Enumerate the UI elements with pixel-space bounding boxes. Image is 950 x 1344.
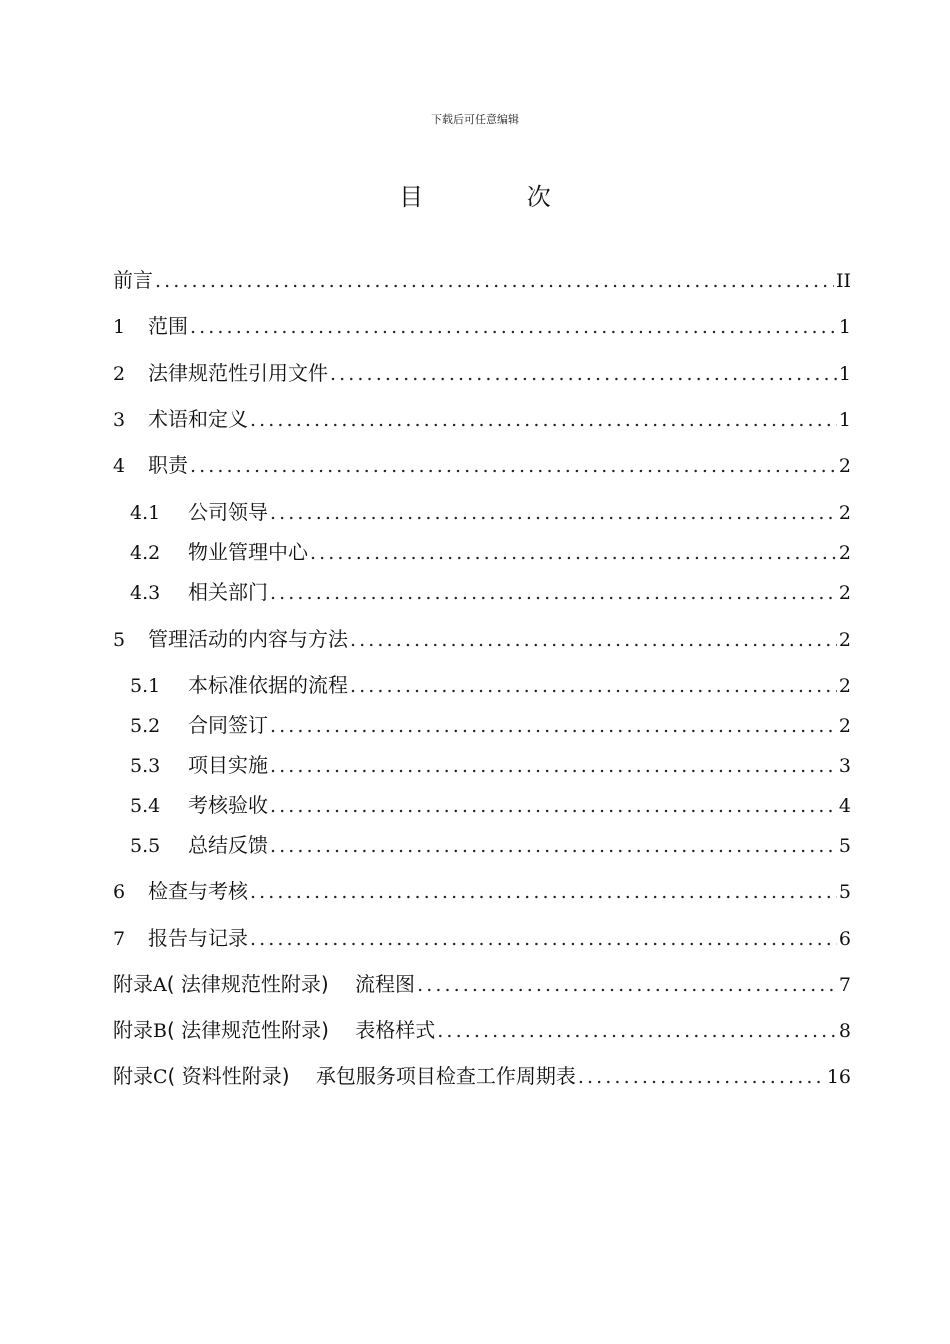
- appendix-letter: C: [153, 1066, 168, 1088]
- toc-entry-7[interactable]: [113, 924, 851, 952]
- toc-entry-number: 4.3: [130, 582, 161, 604]
- appendix-letter: B: [153, 1020, 167, 1042]
- toc-entry-label: 总结反馈: [188, 833, 268, 857]
- appendix-prefix: 附录: [113, 1064, 153, 1088]
- toc-page-number: II: [835, 270, 851, 292]
- toc-dot-leader: [270, 752, 837, 780]
- toc-dot-leader: [330, 360, 837, 388]
- toc-entry-appendix-b[interactable]: [113, 1016, 851, 1044]
- toc-entry-label: 项目实施: [188, 753, 268, 777]
- toc-entry-number: 6: [113, 881, 126, 903]
- toc-page-number: 5: [838, 835, 851, 857]
- toc-entry-4-1[interactable]: [130, 498, 851, 526]
- toc-entry-5-5[interactable]: [130, 831, 851, 859]
- appendix-letter: A: [153, 974, 167, 996]
- toc-entry-number: 2: [113, 363, 126, 385]
- toc-page-number: 2: [838, 502, 851, 524]
- toc-dot-leader: [250, 925, 837, 953]
- toc-entry-2[interactable]: [113, 359, 851, 387]
- toc-dot-leader: [417, 971, 837, 999]
- toc-dot-leader: [270, 579, 837, 607]
- toc-dot-leader: [270, 712, 837, 740]
- toc-page-number: 5: [838, 881, 851, 903]
- toc-entry-number: 5.3: [130, 755, 161, 777]
- toc-dot-leader: [270, 832, 837, 860]
- toc-entry-label: 范围: [148, 314, 188, 338]
- toc-entry-5-4[interactable]: [130, 791, 851, 819]
- toc-page-number: 2: [838, 542, 851, 564]
- toc-page-number: 3: [838, 755, 851, 777]
- toc-entry-number: 5.2: [130, 715, 161, 737]
- toc-entry-3[interactable]: [113, 405, 851, 433]
- toc-dot-leader: [190, 452, 837, 480]
- toc-dot-leader: [250, 406, 837, 434]
- toc-entry-number: 5.5: [130, 835, 161, 857]
- toc-title: 目 次: [399, 183, 599, 211]
- toc-entry-label: 报告与记录: [148, 926, 248, 950]
- toc-page-number: 2: [838, 629, 851, 651]
- toc-entry-label: 合同签订: [188, 713, 268, 737]
- toc-page-number: 6: [838, 928, 851, 950]
- toc-entry-4[interactable]: [113, 451, 851, 479]
- toc-entry-5-1[interactable]: [130, 671, 851, 699]
- toc-entry-number: 5: [113, 629, 126, 651]
- toc-entry-label: 前言: [113, 268, 153, 292]
- toc-entry-number: 3: [113, 409, 126, 431]
- header-note: 下载后可任意编辑: [431, 113, 519, 126]
- toc-page-number: 2: [838, 715, 851, 737]
- toc-entry-number: 4: [113, 455, 126, 477]
- toc-page-number: 2: [838, 582, 851, 604]
- toc-page-number: 1: [838, 316, 851, 338]
- toc-dot-leader: [437, 1017, 837, 1045]
- appendix-prefix: 附录: [113, 1018, 153, 1042]
- appendix-prefix: 附录: [113, 972, 153, 996]
- toc-entry-label: 检查与考核: [148, 879, 248, 903]
- toc-dot-leader: [350, 626, 837, 654]
- toc-entry-1[interactable]: [113, 312, 851, 340]
- toc-entry-label: [113, 1016, 435, 1045]
- toc-dot-leader: [578, 1063, 825, 1091]
- appendix-title: ( 法律规范性附录) 表格样式: [166, 1018, 436, 1042]
- toc-entry-6[interactable]: [113, 877, 851, 905]
- toc-entry-label: 公司领导: [188, 500, 268, 524]
- toc-entry-number: 5.1: [130, 675, 161, 697]
- toc-entry-4-3[interactable]: [130, 578, 851, 606]
- toc-entry-5[interactable]: [113, 625, 851, 653]
- toc-entry-preface[interactable]: [113, 266, 851, 294]
- toc-entry-label: 本标准依据的流程: [188, 673, 348, 697]
- toc-entry-number: 5.4: [130, 795, 161, 817]
- appendix-title: ( 法律规范性附录) 流程图: [166, 972, 416, 996]
- toc-dot-leader: [190, 313, 837, 341]
- toc-entry-number: 4.1: [130, 502, 161, 524]
- toc-entry-label: 管理活动的内容与方法: [148, 627, 348, 651]
- toc-dot-leader: [270, 792, 837, 820]
- toc-page-number: 2: [838, 455, 851, 477]
- toc-entry-appendix-c[interactable]: [113, 1062, 851, 1090]
- toc-page-number: 16: [826, 1066, 851, 1088]
- toc-entry-number: 1: [113, 316, 126, 338]
- toc-page-number: 8: [838, 1020, 851, 1042]
- toc-entry-label: 术语和定义: [148, 407, 248, 431]
- toc-dot-leader: [250, 878, 837, 906]
- toc-entry-number: 4.2: [130, 542, 161, 564]
- toc-dot-leader: [310, 539, 837, 567]
- toc-dot-leader: [155, 267, 834, 295]
- toc-page-number: 7: [838, 974, 851, 996]
- toc-page-number: 4: [838, 795, 851, 817]
- toc-entry-appendix-a[interactable]: [113, 970, 851, 998]
- toc-entry-number: 7: [113, 928, 126, 950]
- toc-dot-leader: [350, 672, 837, 700]
- toc-entry-label: 物业管理中心: [188, 540, 308, 564]
- toc-page-number: 2: [838, 675, 851, 697]
- toc-entry-5-3[interactable]: [130, 751, 851, 779]
- toc-entry-label: 法律规范性引用文件: [148, 361, 328, 385]
- toc-page-number: 1: [838, 409, 851, 431]
- toc-dot-leader: [270, 499, 837, 527]
- toc-entry-4-2[interactable]: [130, 538, 851, 566]
- toc-entry-label: [113, 970, 415, 999]
- toc-entry-label: 职责: [148, 453, 188, 477]
- toc-entry-label: 考核验收: [188, 793, 268, 817]
- toc-entry-label: 相关部门: [188, 580, 268, 604]
- toc-entry-label: [113, 1062, 576, 1091]
- toc-entry-5-2[interactable]: [130, 711, 851, 739]
- toc-page-number: 1: [838, 363, 851, 385]
- appendix-title: ( 资料性附录) 承包服务项目检查工作周期表: [167, 1064, 576, 1088]
